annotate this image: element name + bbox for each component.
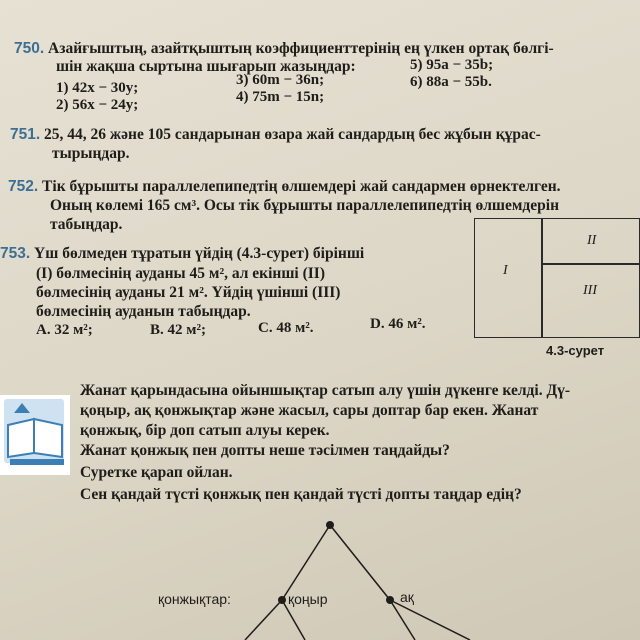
option-750-3: 3) 60m − 36n; xyxy=(236,72,325,88)
problem-751-line2: тырыңдар. xyxy=(52,145,130,162)
problem-753-number: 753. xyxy=(0,245,31,262)
tree-node-right xyxy=(386,596,394,604)
problem-753-line1 xyxy=(0,245,364,263)
option-750-5: 5) 95a − 35b; xyxy=(410,57,494,73)
problem-751-line1 xyxy=(10,126,541,144)
problem-753-text1: Үш бөлмеден тұратын үйдің (4.3-сурет) бірінші xyxy=(34,245,365,262)
story-line-6: Сен қандай түсті қонжық пен қандай түсті допты таңдар едің? xyxy=(80,486,522,503)
room-3-label: III xyxy=(583,283,597,298)
room-2-label: II xyxy=(587,233,597,248)
tree-node-left xyxy=(278,596,286,604)
option-750-4: 4) 75m − 15n; xyxy=(236,89,325,105)
option-750-6: 6) 88a − 55b. xyxy=(410,74,492,90)
problem-750-number: 750. xyxy=(14,40,45,57)
option-750-2: 2) 56x − 24y; xyxy=(56,97,139,113)
answer-753-b: B. 42 м²; xyxy=(150,322,206,338)
problem-753-line3: бөлмесінің ауданы 21 м². Үйдің үшінші (III) xyxy=(36,284,341,301)
problem-752-line1 xyxy=(8,178,561,196)
problem-753-line2: (I) бөлмесінің ауданы 45 м², ал екінші (II) xyxy=(36,265,326,282)
wall-vertical xyxy=(541,219,543,337)
choice-tree xyxy=(0,500,640,640)
story-line-2: қоңыр, ақ қонжықтар және жасыл, сары доптар бар екен. Жанат xyxy=(80,402,539,419)
problem-752-line3: табыңдар. xyxy=(50,216,123,233)
problem-752-number: 752. xyxy=(8,178,39,195)
tree-edge-right xyxy=(330,525,390,600)
story-line-1: Жанат қарындасына ойыншықтар сатып алу үшін дүкенге келді. Дү- xyxy=(80,382,571,399)
story-line-5: Суретке қарап ойлан. xyxy=(80,464,233,481)
tree-edge-ll xyxy=(245,600,282,640)
problem-750-text1: Азайғыштың, азайтқыштың коэффициенттерінің ең үлкен ортақ бөлгі- xyxy=(48,40,554,57)
book-icon xyxy=(0,395,70,475)
problem-750-line1 xyxy=(14,40,554,58)
answer-753-c: C. 48 м². xyxy=(258,320,314,336)
tree-root-node xyxy=(326,521,334,529)
problem-751-text1: 25, 44, 26 және 105 сандарынан өзара жай сандардың бес жұбын құрас- xyxy=(44,126,541,143)
answer-753-d: D. 46 м². xyxy=(370,316,426,332)
problem-752-line2: Оның көлемі 165 см³. Осы тік бұрышты параллелепипедтің өлшемдерін xyxy=(50,197,560,214)
figure-caption: 4.3-сурет xyxy=(546,343,605,358)
answer-753-a: A. 32 м²; xyxy=(36,322,93,338)
tree-branch-right-label: ақ xyxy=(400,589,414,605)
problem-752-text1: Тік бұрышты параллелепипедтің өлшемдері жай сандармен өрнектелген. xyxy=(42,178,561,195)
problem-750-line2: шін жақша сыртына шығарып жазыңдар: xyxy=(56,58,356,75)
room-1-label: I xyxy=(503,263,508,278)
tree-edge-left xyxy=(282,525,330,600)
wall-horizontal xyxy=(541,263,639,265)
option-750-1: 1) 42x − 30y; xyxy=(56,80,139,96)
story-line-4: Жанат қонжық пен допты неше тәсілмен таңдайды? xyxy=(80,442,450,459)
problem-753-line4: бөлмесінің ауданын табыңдар. xyxy=(36,303,251,320)
figure-house-plan xyxy=(474,218,640,338)
story-line-3: қонжық, бір доп сатып алуы керек. xyxy=(80,422,330,439)
tree-level-label: қонжықтар: xyxy=(158,591,231,607)
tree-branch-left-label: қоңыр xyxy=(288,591,328,607)
problem-751-number: 751. xyxy=(10,126,41,143)
